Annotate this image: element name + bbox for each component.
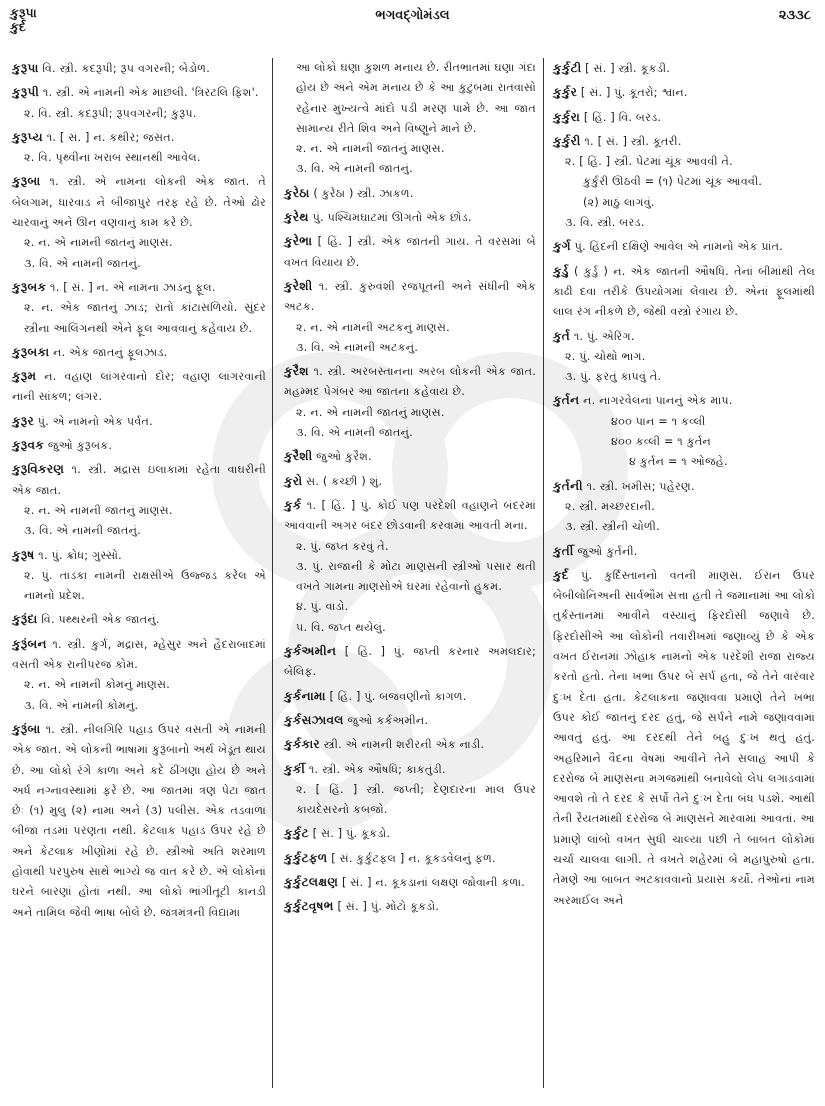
headword: કુરૂબક [12, 279, 47, 294]
dictionary-entry [12, 634, 266, 716]
definition-text: વિ. સ્ત્રી. કદરૂપી; રૂપ વગરની; બેડોળ. [42, 62, 210, 75]
dictionary-entry [12, 459, 266, 541]
measure-table-row: ૪ કુર્તન = ૧ ઓજહે. [629, 455, 728, 469]
sub-sense: ૨. પું. જપ્ત કરવું તે. [296, 539, 389, 553]
definition-text: ૧. સ્ત્રી. કુર્ગ, મદ્રાસ, મ્હેસુર અને હૈદરાબાદમાં વસતી એક રાનીપરજ કોમ. [12, 637, 266, 672]
sub-sense: ૫. વિ. જપ્ત થયેલું. [296, 620, 386, 634]
definition-text: [ હિં. ] વિ. બરડ. [583, 110, 662, 124]
headword: કુર્કુર [553, 85, 578, 100]
column-3 [553, 58, 815, 914]
column-divider [272, 58, 273, 1088]
sub-sense: ૩. વિ. એ નામની જાતનું. [296, 426, 413, 440]
dictionary-entry [553, 82, 815, 103]
headword: કુરેઠા [284, 185, 310, 200]
column-divider [543, 58, 544, 1088]
headword: કુર્દ [553, 567, 569, 582]
headword: કુરૈશ [284, 364, 309, 379]
dictionary-entry [284, 896, 536, 917]
headword: કુરેથ [284, 210, 309, 225]
dictionary-entry [12, 277, 266, 339]
headword: કુર્ગ [553, 239, 571, 254]
dictionary-entry [284, 759, 536, 821]
headword: કુરૂવિકરણ [12, 462, 65, 477]
dictionary-entry [12, 609, 266, 630]
headword: કુર્કઅમીન [284, 644, 337, 659]
headword: કુરૈશી [284, 449, 313, 464]
definition-text: ૧. પું. એરિંગ. [573, 329, 635, 343]
dictionary-entry [284, 641, 536, 683]
dictionary-entry [12, 411, 266, 432]
measure-table-row: ૪૦૦ પાન = ૧ કવ્લી [611, 414, 706, 428]
headword: કુર્કી [284, 761, 306, 776]
measure-table-row: ૪૦૦ કવ્લી = ૧ કુર્તન [611, 435, 711, 449]
definition-text: ૧. સ્ત્રી. કુરુવંશી રજપૂતની અને સંધીની એક અટક. [284, 279, 537, 314]
dictionary-entry [284, 183, 536, 204]
definition-text: ૧. સ્ત્રી. એ નામના લોકની એક જાત. તે બેલગામ, ધારવાડ ને બીજાપુર તરફ રહે છે. તેઓ ઢોર ચારવાનું અને ઊન વણવાનું કામ કરે છે. [12, 175, 266, 230]
dictionary-entry [12, 342, 266, 363]
sub-sense: ૨. [ હિં. ] સ્ત્રી. પેટમાં ચૂંક આવવી તે. [565, 155, 733, 169]
headword: કુરૂર [12, 413, 34, 428]
dictionary-entry [284, 872, 536, 893]
sub-sense: ૩. પું. ફરતું કાપવું તે. [565, 370, 662, 384]
dictionary-entry [553, 261, 815, 323]
definition-text: ૧. સ્ત્રી. એ નામની એક માછલી. [42, 86, 188, 100]
definition-text: સ્ત્રી. એ નામની શરીરની એક નાડી. [323, 738, 485, 752]
sub-sense: ૨. ન. એ નામની જાતનું માણસ. [296, 405, 445, 419]
definition-text: વિ. પથ્થરની એક જાતનું. [41, 613, 160, 627]
sub-sense: ૨. વિ. સ્ત્રી. કદરૂપી; રૂપવગરની; કુરૂપ. [24, 106, 197, 120]
definition-text: પું. પશ્ચિમઘાટમાં ઊગતો એક છોડ. [312, 211, 472, 225]
sub-sense: ૩. વિ. એ નામની કોમનું. [24, 698, 139, 712]
dictionary-entry [284, 823, 536, 844]
headword: કુર્તની [553, 478, 583, 493]
headword: કુર્કનામા [284, 688, 326, 703]
headword: કુર્ક [284, 497, 302, 512]
definition-text: ૧. [ હિં. ] પું. કોઈ પણ પરદેશી વહાણને બંદરમાં આવવાની અગર બંદર છોડવાની કરવામાં આવતી મના. [284, 498, 536, 533]
dictionary-entry [553, 58, 815, 79]
definition-text: [ સં. ] પું. કૂકડો. [312, 827, 391, 841]
dictionary-entry [553, 107, 815, 128]
definition-text: [ સં. કુર્કુટફલ ] ન. કૂકડવેલનું ફળ. [331, 851, 496, 865]
headword: કુર્કુટલક્ષણ [284, 874, 339, 889]
dictionary-entry [12, 719, 266, 923]
sub-sense: ૨. ન. એ નામની જાતનું માણસ. [24, 236, 173, 250]
guide-word-last: કુર્દ [10, 19, 26, 34]
dictionary-entry [284, 495, 536, 638]
dictionary-entry [284, 848, 536, 869]
definition-text: [ સં. ] ન. કૂકડાનાં લક્ષણ જોવાની કળા. [341, 875, 525, 889]
sub-sense: ૩. વિ. એ નામની જાતનું. [24, 524, 141, 538]
headword: કુર્ડુ [553, 263, 569, 278]
sub-sense: ૩. વિ. એ નામની અટકનું. [296, 340, 419, 354]
definition-text: [ હિં. ] પું. જપ્તી કરનાર અમલદાર; બેલિફ. [284, 645, 536, 679]
sub-sense: ૩. સ્ત્રી. સ્ત્રીની ચોળી. [565, 520, 660, 534]
definition-text: પું. કુર્દિસ્તાનનો વતની માણસ. ઈરાન ઉપર બેબીલોનિઅની સાર્વભૌમ સત્તા હતી તે જમાનામાં આ લોકો તુર્કસ્તાનમાં આવીને વસ્યાનું ફિરદોસી જણાવે છે. ફિરદોસીએ આ લોકોની તવારીખમાં જણાવ્યું છે કે એક વખત ઈરાનમાં ઝોહાક નામનો એક પરદેશી રાજા રાજ્ય કરતો હતો. તેના ખભા ઉપર બે સર્પ હતા, જે તેને વારંવાર દુઃખ દેતા હતા. કેટલાકના જણાવવા પ્રમાણે તેને ખભા ઉપર કોઈ જાતનું દરદ હતું, જે સર્પને નામે જણાવવામાં આવતું હતું. આ દરદથી તેને બહુ દુઃખ થતું હતું. અહરિમાને વૈદના વેષમાં આવીને તેને સલાહ આપી કે દરરોજ બે માણસના મગજમાંથી બનાવેલો લેપ લગાડવામાં આવશે તો તે દરદ કે સર્પો તેને દુઃખ દેતા બંધ પડશે. આથી તેની રૈયતમાંથી દરરોજ બે માણસને મારવામાં આવતાં. આ પ્રમાણે લાંબો વખત સુધી ચાલ્યા પછી તે બાબત લોકોમાં ચર્ચા ચાલવા લાગી. તે વખતે શહેરમાં બે મહાપુરુષો હતા. તેમણે આ બાબત અટકાવવાનો પ્રયાસ કર્યો. તેઓનાં નામ અરમાઈલ અને [553, 568, 815, 907]
dictionary-entry [284, 361, 536, 443]
dictionary-entry [284, 734, 536, 755]
definition-text: ૧. સ્ત્રી. એક ઔષધિ; કાકતુંડી. [308, 762, 446, 776]
sub-sense: ૩. વિ. સ્ત્રી. બરડ. [565, 216, 645, 230]
headword: કુરૂબકા [12, 344, 50, 359]
headword: કુર્કસઝાવલ [284, 712, 344, 727]
headword: કુરૂપા [12, 61, 39, 75]
definition-text: ન. નાગરવેલનાં પાનનું એક માપ. [583, 394, 733, 408]
definition-text: ૧. સ્ત્રી. અરબસ્તાનના અરબ લોકની એક જાત. મહમ્મદ પેગંબર આ જાતના કહેવાય છે. [284, 365, 536, 399]
headword: કુર્કુરા [553, 109, 581, 124]
headword: કુરેભા [284, 234, 313, 249]
dictionary-entry [284, 710, 536, 731]
definition-text: ૧. [ સં. ] ન. એ નામના ઝાડનું ફૂલ. [50, 280, 216, 294]
sub-sense: ૨. ન. એ નામની કોમનું માણસ. [24, 678, 171, 692]
definition-text: ૧. પું. ક્રોધ; ગુસ્સો. [38, 548, 122, 562]
headword: કુર્તન [553, 393, 580, 408]
definition-text: ન. એક જાતનું ફૂલઝાડ. [53, 345, 168, 359]
sub-sense: ૨. [ હિં. ] સ્ત્રી. જપ્તી; દેણદારના માલ ઉપર કાયદેસરનો કબજો. [296, 782, 536, 817]
sub-sense: ૪. પું. વાડો. [296, 600, 349, 614]
definition-text: [ સં. ] સ્ત્રી. કૂકડી. [585, 62, 670, 75]
definition-text: ૧. [ સં. ] સ્ત્રી. કૂતરી. [584, 134, 682, 148]
headword: કુરૂષ [12, 547, 35, 562]
guide-word-first: કુરૂપા [10, 5, 37, 20]
dictionary-entry [553, 390, 815, 472]
dictionary-entry [553, 541, 815, 562]
sub-sense: ૨. ન. એ નામની જાતનું માણસ. [296, 142, 445, 156]
headword: કુરૂંબન [12, 636, 47, 651]
headword: કુર્ત [553, 328, 571, 343]
sub-sense: ૨. વિ. પૃથ્વીના ખરાબ સ્થાનથી આવેલ. [24, 151, 201, 165]
dictionary-entry [553, 236, 815, 257]
dictionary-entry [12, 82, 266, 124]
dictionary-entry [284, 446, 536, 467]
headword: કુર્કુટ [284, 826, 309, 841]
definition-text: જુઓ કુર્તની. [577, 544, 638, 558]
definition-text: ( કુર્ડુ ) ન. એક જાતની ઔષધિ. તેનાં બીમાંથી તેલ કાઢી દવા તરીકે ઉપયોગમાં લેવાય છે. એનાં ફૂલમાંથી લાલ રંગ નીકળે છે, જેથી વસ્ત્રો રંગાય છે. [553, 264, 815, 319]
dictionary-entry [284, 58, 536, 180]
headword: કુરૂંદા [12, 612, 38, 627]
dictionary-entry [284, 276, 536, 358]
idiom-example: (૨) માઠું લાગવું. [583, 195, 655, 209]
sub-sense: ૩. વિ. એ નામની જાતનું. [296, 162, 413, 176]
headword: કુર્કકાર [284, 737, 320, 752]
sub-sense: ૩. વિ. એ નામની જાતનું. [24, 256, 141, 270]
dictionary-entry [553, 131, 815, 233]
definition-text: જુઓ કુરૂબક. [47, 439, 113, 453]
page-number: ૨૩૩૮ [778, 8, 811, 23]
definition-text: ન. વહાણ લાંગરવાનો દોર; વહાણ લાંગરવાની નાની સાંકળ; લંગર. [12, 370, 266, 404]
headword: કુર્તી [553, 543, 574, 558]
headword: કુરેશી [284, 278, 313, 293]
definition-text: ૧. સ્ત્રી. નીલગિરિ પહાડ ઉપર વસતી એ નામની એક જાત. એ લોકની ભાષામાં કુરૂંબાનો અર્થ ખેડૂત થાય છે. આ લોકો રંગે કાળા અને કદે ઠીંગણા હોય છે અને અર્ધ નગ્નાવસ્થામાં ફરે છે. આ જાતમાં ત્રણ પેટા જાત છેઃ (૧) મુલુ (૨) નામા અને (૩) પલીસ. એક તડવાળા બીજા તડમાં પરણતા નથી. કેટલાક પહાડ ઉપર રહે છે અને કેટલાક ખીણોમાં રહે છે. સ્ત્રીઓ અતિ શરમાળ હોવાથી પરપુરુષ સાથે ભાગ્યે જ વાત કરે છે. એ લોકોનાં ઘરને બારણાં હોતાં નથી. આ લોકો ભાંગીતૂટી કાનડી અને તામિલ જેવી ભાષા બોલે છે. જંત્રમંત્રની વિદ્યામાં [12, 722, 266, 919]
dictionary-entry [553, 476, 815, 538]
definition-text: [ હિં. ] સ્ત્રી. એક જાતની ગાય. તે વરસમાં બે વખત વિયાય છે. [284, 235, 536, 269]
dictionary-entry [284, 231, 536, 273]
definition-text: [ સં. ] પું. મોટો કૂકડો. [337, 900, 440, 914]
dictionary-entry [284, 471, 536, 492]
headword: કુરૂવક [12, 438, 45, 453]
headword: કુરૂમ [12, 369, 37, 384]
definition-text: [ સં. ] પું. કૂતરો; શ્વાન. [580, 86, 688, 100]
sub-sense: ૨. પું. ચોથો ભાગ. [565, 349, 646, 363]
idiom-example: કુર્કુરી ઊઠવી = (૧) પેટમાં ચૂંક આવવી. [583, 175, 763, 189]
page-header [0, 0, 825, 40]
dictionary-entry [553, 565, 815, 911]
headword: કુરૂપી [12, 85, 40, 100]
dictionary-entry [284, 686, 536, 707]
headword: કુર્કુરી [553, 133, 581, 148]
sub-sense: ૨. સ્ત્રી. મચ્છરદાની. [565, 499, 656, 513]
definition-text: ( કુરેઠા ) સ્ત્રી. ઝાકળ. [313, 186, 414, 200]
definition-text: પું. એ નામનો એક પર્વત. [37, 414, 153, 428]
definition-text: ૧. સ્ત્રી. મદ્રાસ ઇલાકામાં રહેતા વાઘરીની એક જાત. [12, 463, 266, 497]
headword: કુર્કુટફળ [284, 850, 328, 865]
definition-text: ૧. [ સં. ] ન. કથીર; જસત. [46, 130, 175, 144]
sub-sense: ૨. પું. તાડકા નામની રાક્ષસીએ ઉજ્જડ કરેલ એ નામનો પ્રદેશ. [24, 568, 266, 603]
headword: કુર્કુટવૃષભ [284, 899, 334, 914]
dictionary-entry [12, 366, 266, 408]
dictionary-entry [12, 58, 266, 79]
definition-text: [ હિં. ] પું. બજવણીનો કાગળ. [329, 689, 467, 703]
headword: કુરૂપ્ય [12, 129, 43, 144]
definition-text: ૧. સ્ત્રી. ખમીસ; પહેરણ. [586, 479, 695, 493]
sub-sense: ૨. ન. એ નામની જાતનું માણસ. [24, 503, 173, 517]
headword: કુરો [284, 473, 303, 488]
headword: કુરૂબા [12, 174, 41, 189]
definition-text: જુઓ કર્કઅમીન. [347, 713, 429, 727]
dictionary-entry [284, 207, 536, 228]
dictionary-entry [553, 326, 815, 388]
definition-text: આ લોકો ઘણા કુશળ મનાય છે. રીતભાતમાં ઘણા ગંદા હોય છે અને એમ મનાય છે કે આ કુટુંબમાં રાતવાસો રહેનાર મુખ્યત્વે માંદો પડી મરણ પામે છે. આ જાત સામાન્ય રીતે શિવ અને વિષ્ણુને માને છે. [296, 61, 536, 135]
dictionary-entry [12, 127, 266, 169]
definition-text: સ. ( કચ્છી ) શું. [306, 474, 383, 488]
definition-text: જુઓ કુરૈશ. [316, 450, 372, 464]
column-2 [284, 58, 536, 921]
dictionary-title: ભગવદ્ગોમંડલ [375, 8, 450, 23]
dictionary-entry [12, 545, 266, 607]
column-1 [12, 58, 266, 926]
dictionary-entry [12, 435, 266, 456]
sub-sense: ૨. ન. એક જાતનું ઝાડ; રાતો કાંટાસળિયો. સુંદર સ્ત્રીના આલિંગનથી એને ફૂલ આવવાનું કહેવાય છે. [24, 301, 266, 335]
sub-sense: ૩. પું. રાજાની કે મોટા માણસની સ્ત્રીઓ પસાર થતી વખતે ગામના માણસોએ ઘરમાં રહેવાનો હુકમ. [296, 559, 536, 594]
headword: કુર્કુટી [553, 61, 582, 75]
headword: કુરૂંબા [12, 721, 41, 736]
definition-text: 'ત્રિરટલિ ફિશ'. [191, 86, 259, 100]
sub-sense: ૨. ન. એ નામની અટકનું માણસ. [296, 320, 450, 334]
definition-text: પું. હિંદની દક્ષિણે આવેલ એ નામનો એક પ્રાંત. [574, 240, 783, 254]
dictionary-entry [12, 171, 266, 273]
